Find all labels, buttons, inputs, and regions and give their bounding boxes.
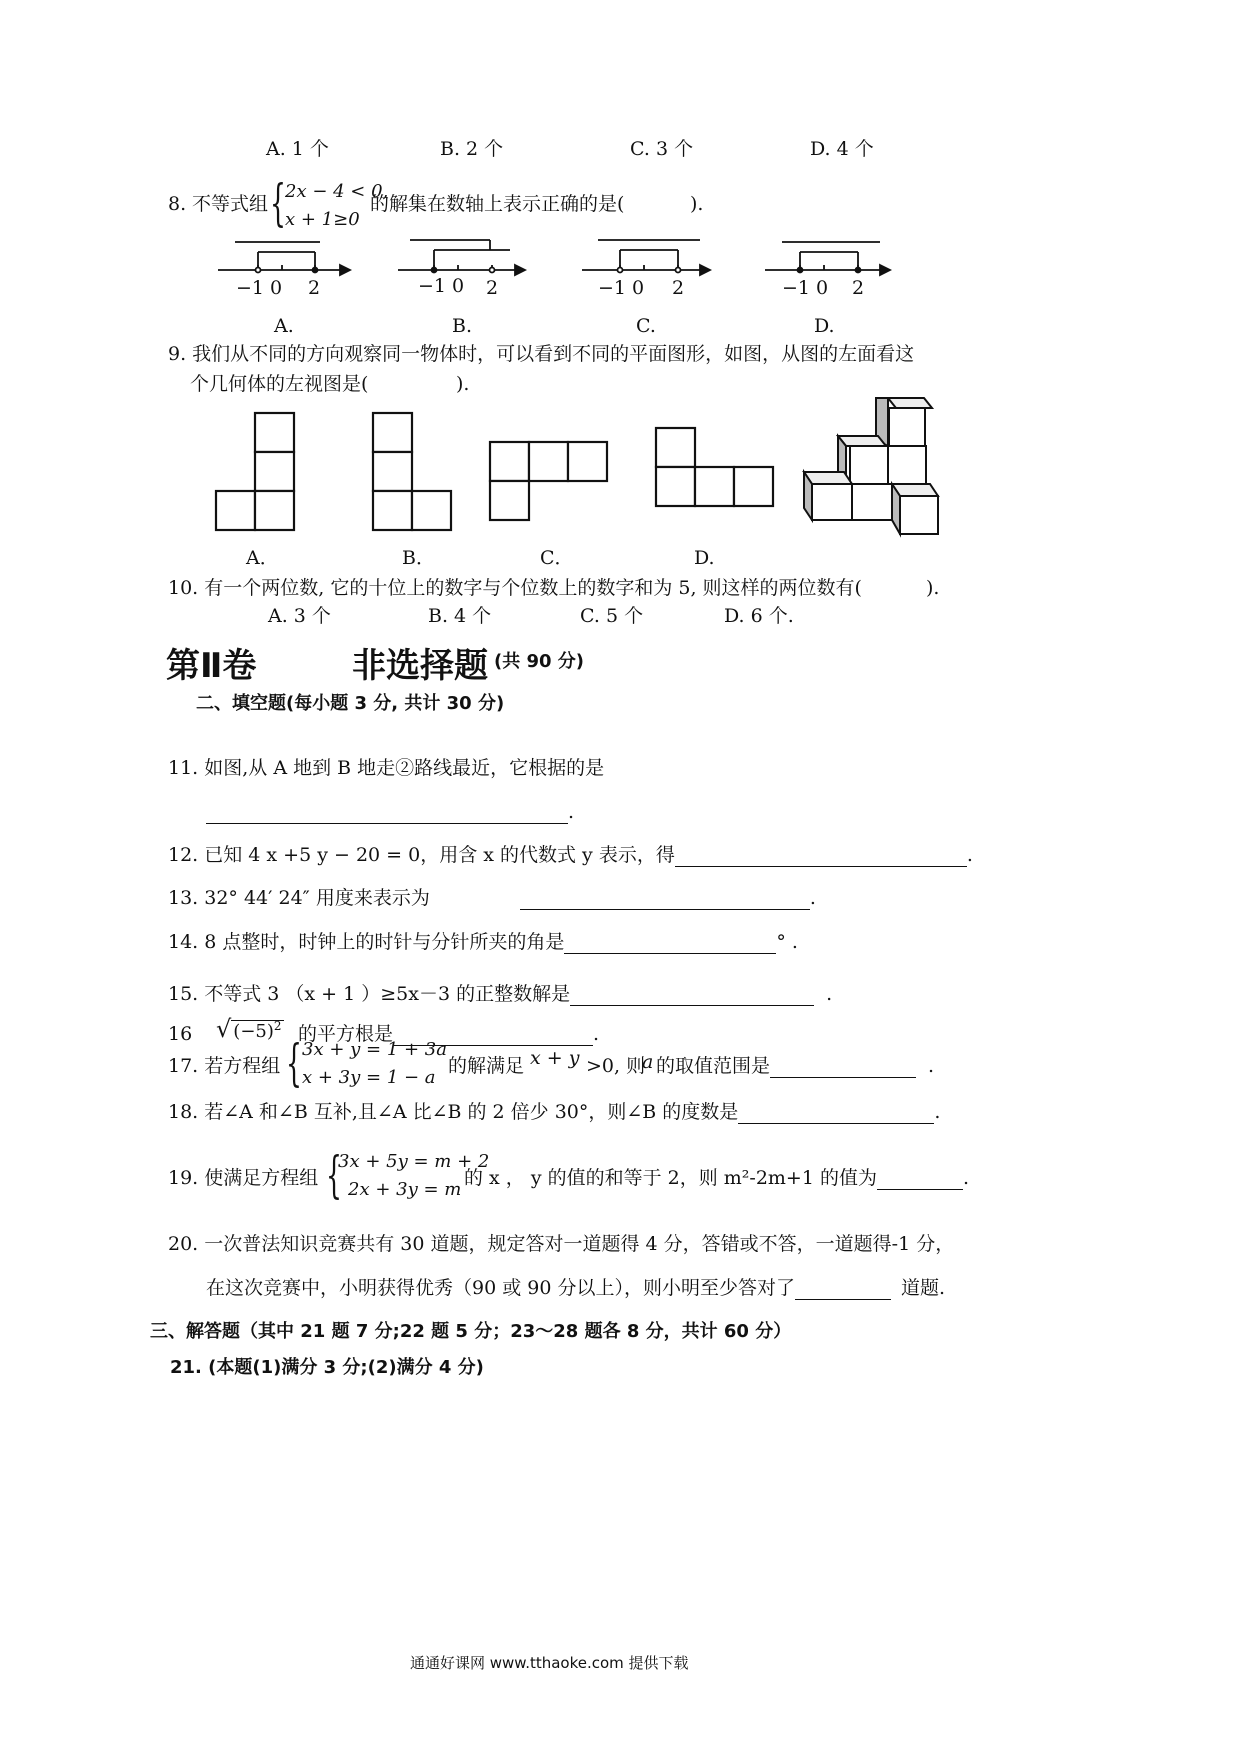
q18-text: [168, 1100, 940, 1124]
q7-option-d: D. 4 个: [810, 138, 874, 160]
q9-line-2: 个几何体的左视图是(: [190, 373, 369, 395]
q20-line-2: [206, 1276, 945, 1300]
q19-text: [464, 1166, 969, 1190]
q12-answer-blank: [675, 846, 967, 867]
q8-equation-2: x + 1≥0: [285, 209, 360, 230]
q8-close: ).: [690, 193, 704, 215]
q7-option-a: A. 1 个: [266, 138, 329, 160]
q19-question: 的 x ， y 的值的和等于 2，则 m²-2m+1 的值为: [464, 1167, 877, 1189]
q19-equation-1: 3x + 5y = m + 2: [338, 1151, 490, 1172]
q14-question: 14. 8 点整时，时钟上的时针与分针所夹的角是: [168, 931, 565, 953]
q9-line-1: 9. 我们从不同的方向观察同一物体时，可以看到不同的平面图形，如图，从图的左面看这: [168, 343, 915, 365]
q8-a-tick-right: 2: [308, 277, 321, 299]
q18-answer-blank: [738, 1103, 934, 1124]
page-footer: 通通好课网 www.tthaoke.com 提供下载: [410, 1654, 689, 1672]
q8-a-tick-left: −1 0: [236, 277, 283, 299]
q11-answer-line: [206, 800, 574, 824]
q17-period: .: [928, 1055, 935, 1077]
q16-sqrt: √ $(-5)^2$: [216, 1015, 282, 1043]
q8-c-tick-left: −1 0: [598, 277, 645, 299]
q9-close: ).: [456, 373, 470, 395]
q14-text: [168, 930, 798, 954]
q19-brace: {: [325, 1146, 342, 1204]
q8-option-c: C.: [636, 315, 656, 337]
q10-option-c: C. 5 个: [580, 605, 644, 627]
q8-brace: {: [269, 174, 286, 232]
q20-line-1: 20. 一次普法知识竞赛共有 30 道题，规定答对一道题得 4 分，答错或不答，一道题得-1 分，: [168, 1233, 955, 1255]
q8-equation-1: 2x − 4 < 0,: [285, 181, 389, 202]
q8-option-a: A.: [274, 315, 294, 337]
q8-d-tick-right: 2: [852, 277, 865, 299]
q9-option-a: A．: [246, 547, 279, 569]
q19-equation-2: 2x + 3y = m: [348, 1179, 462, 1200]
q14-degree-period: ° .: [776, 931, 798, 953]
q12-period: .: [966, 844, 973, 866]
q9-figure-c: [490, 442, 607, 520]
q8-c-tick-right: 2: [672, 277, 685, 299]
q9-figure-b: [373, 413, 451, 530]
q16-period: .: [593, 1023, 600, 1045]
q19-answer-blank: [877, 1169, 963, 1190]
q8-prefix: 不等式组: [192, 193, 269, 215]
q9-figure-a: [216, 413, 294, 530]
q9-3d-solid: [804, 398, 938, 534]
q8-text: 的解集在数轴上表示正确的是(: [370, 193, 625, 215]
q17-mid: 的解满足: [448, 1055, 525, 1077]
q17-variable: a: [642, 1051, 654, 1073]
q10-option-a: A. 3 个: [268, 605, 331, 627]
q8-b-tick-right: 2: [486, 277, 499, 299]
q8-b-tick-left: −1 0: [418, 275, 465, 297]
q11-text: 11. 如图,从 A 地到 B 地走②路线最近，它根据的是: [168, 757, 605, 779]
q9-option-d: D.: [694, 547, 715, 569]
q12-question: 12. 已知 4 x +5 y − 20 = 0，用含 x 的代数式 y 表示，得: [168, 844, 675, 866]
q11-period: .: [568, 801, 575, 823]
q10-text: 10. 有一个两位数, 它的十位上的数字与个位数上的数字和为 5, 则这样的两位数有(: [168, 577, 862, 599]
q17-text: [656, 1054, 934, 1078]
q16-radicand: $(-5)^2$: [233, 1019, 282, 1042]
q17-prefix: 17. 若方程组: [168, 1055, 281, 1077]
q20-question: 在这次竞赛中，小明获得优秀（90 或 90 分以上），则小明至少答对了: [206, 1277, 795, 1299]
part2-title-a: 第Ⅱ卷: [166, 646, 257, 686]
q13-question: 13. 32° 44′ 24″ 用度来表示为: [168, 887, 430, 909]
q9-figure-d: [656, 428, 773, 506]
q16-exponent: 2: [273, 1019, 282, 1033]
q17-brace: {: [285, 1034, 302, 1092]
q15-answer-blank: [570, 985, 814, 1006]
q17-question: 的取值范围是: [656, 1055, 771, 1077]
q9-view-figures: [0, 0, 1240, 560]
q15-question: 15. 不等式 3 （x + 1 ）≥5x－3 的正整数解是: [168, 983, 571, 1005]
q18-period: .: [934, 1101, 941, 1123]
q15-text: [168, 982, 832, 1006]
q12-text: [168, 843, 973, 867]
q16-number: 16: [168, 1023, 193, 1045]
q8-option-d: D.: [814, 315, 835, 337]
q17-equation-1: 3x + y = 1 + 3a: [302, 1039, 447, 1060]
q10-option-b: B. 4 个: [428, 605, 492, 627]
q7-option-b: B. 2 个: [440, 138, 504, 160]
q18-question: 18. 若∠A 和∠B 互补,且∠A 比∠B 的 2 倍少 30°，则∠B 的度数是: [168, 1101, 739, 1123]
q16-question: 的平方根是: [298, 1023, 394, 1045]
part2-title-points: (共 90 分): [494, 651, 585, 672]
part2-section-heading: 二、填空题(每小题 3 分, 共计 30 分): [196, 693, 505, 714]
q13-period: .: [809, 887, 816, 909]
q19-period: .: [962, 1167, 970, 1189]
q10-close: ).: [926, 577, 940, 599]
q15-period: .: [826, 983, 833, 1005]
q20-answer-blank: [795, 1279, 891, 1300]
q13-text: [168, 886, 816, 910]
q13-answer-blank: [520, 889, 810, 910]
q14-answer-blank: [564, 933, 776, 954]
q10-option-d: D. 6 个.: [724, 605, 794, 627]
q9-option-b: B．: [402, 547, 435, 569]
q8-number: 8.: [168, 193, 187, 215]
q8-option-b: B.: [452, 315, 473, 337]
q17-answer-blank: [770, 1057, 916, 1078]
q17-condition-expr: x + y: [530, 1047, 580, 1069]
q8-d-tick-left: −1 0: [782, 277, 829, 299]
part2-title-b: 非选择题: [352, 646, 488, 686]
q7-option-c: C. 3 个: [630, 138, 694, 160]
q20-unit: 道题.: [900, 1277, 946, 1299]
q17-condition-rest: >0, 则: [586, 1055, 646, 1077]
q9-option-c: C．: [540, 547, 574, 569]
q19-prefix: 19. 使满足方程组: [168, 1167, 319, 1189]
q17-equation-2: x + 3y = 1 − a: [302, 1067, 436, 1088]
part3-section-heading: 三、解答题（其中 21 题 7 分;22 题 5 分；23～28 题各 8 分，共计 60 分）: [150, 1321, 792, 1342]
q21-heading: 21. (本题(1)满分 3 分;(2)满分 4 分): [170, 1357, 484, 1378]
